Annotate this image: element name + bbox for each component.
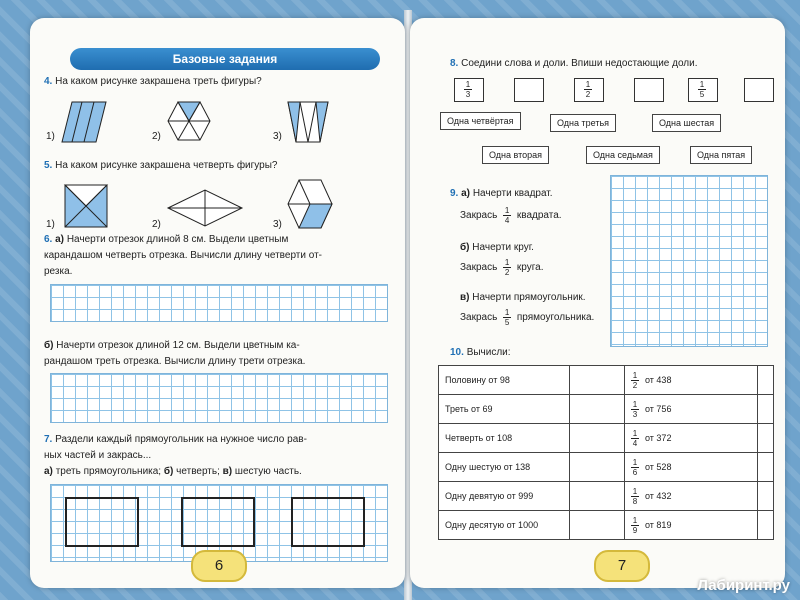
row-right-text: от 819 xyxy=(645,519,672,530)
q9a-line2 xyxy=(460,206,562,225)
q8-label-seventh[interactable]: Одна седьмая xyxy=(586,146,660,164)
denominator: 2 xyxy=(585,90,591,99)
q4-number: 4. xyxy=(44,76,53,87)
denominator: 2 xyxy=(632,380,638,390)
row-right-text: от 756 xyxy=(645,403,672,414)
page-number-left: 6 xyxy=(191,550,247,582)
q5-option-3: 3) xyxy=(273,219,282,230)
q7a-label: а) xyxy=(44,466,53,477)
numerator: 1 xyxy=(585,80,591,89)
numerator: 1 xyxy=(632,486,638,496)
row-right-expression xyxy=(625,511,758,540)
q5-figure-rhombus xyxy=(166,188,244,228)
q7a-text: треть прямоугольника; xyxy=(55,466,162,477)
denominator: 4 xyxy=(504,216,510,225)
q8-number: 8. xyxy=(450,58,459,69)
q7v-label: в) xyxy=(222,466,233,477)
q8-fraction-3 xyxy=(698,80,706,99)
q6a-grid[interactable] xyxy=(50,284,388,322)
row-left-expression: Треть от 69 xyxy=(439,395,570,424)
row-fraction xyxy=(631,371,639,390)
row-right-expression xyxy=(625,366,758,395)
numerator: 1 xyxy=(504,308,510,317)
q9b-line1 xyxy=(460,240,534,256)
q9b-fraction xyxy=(503,258,511,277)
q6a-text1: Начерти отрезок длиной 8 см. Выдели цветным xyxy=(66,234,289,245)
numerator: 1 xyxy=(699,80,705,89)
q9b-shade-word: Закрась xyxy=(460,262,498,274)
q9v-object: прямоугольника. xyxy=(516,312,595,324)
table-row xyxy=(439,482,774,511)
denominator: 9 xyxy=(632,525,638,535)
q6b-line1 xyxy=(44,338,300,354)
table-row xyxy=(439,424,774,453)
row-right-answer[interactable] xyxy=(758,366,774,395)
q9-grid[interactable] xyxy=(610,175,768,347)
q9v-line2 xyxy=(460,308,594,327)
q6b-text1: Начерти отрезок длиной 12 см. Выдели цветным ка- xyxy=(56,340,300,351)
row-right-answer[interactable] xyxy=(758,482,774,511)
row-right-expression xyxy=(625,395,758,424)
left-page xyxy=(30,18,405,588)
q6a-label: а) xyxy=(55,234,65,245)
q9b-line2 xyxy=(460,258,543,277)
row-right-expression xyxy=(625,453,758,482)
q8-text: Соедини слова и доли. Впиши недостающие доли. xyxy=(461,58,698,69)
q7-line2: ных частей и закрась... xyxy=(44,450,152,461)
row-right-text: от 528 xyxy=(645,461,672,472)
q6-number: 6. xyxy=(44,234,53,245)
q8-empty-box-3[interactable] xyxy=(744,78,774,102)
row-right-answer[interactable] xyxy=(758,453,774,482)
q4-figure-parallelogram xyxy=(60,100,108,144)
numerator: 1 xyxy=(504,206,510,215)
q7b-text: четверть; xyxy=(176,466,220,477)
row-left-expression: Одну десятую от 1000 xyxy=(439,511,570,540)
q8-label-quarter[interactable]: Одна четвёртая xyxy=(440,112,521,130)
row-right-answer[interactable] xyxy=(758,424,774,453)
numerator: 1 xyxy=(632,399,638,409)
q10-text: Вычисли: xyxy=(466,347,511,358)
q7v-text: шестую часть. xyxy=(234,466,302,477)
q4-line xyxy=(44,74,262,90)
numerator: 1 xyxy=(632,428,638,438)
numerator: 1 xyxy=(465,80,471,89)
q8-fraction-2 xyxy=(584,80,592,99)
table-row xyxy=(439,395,774,424)
q9a-fraction xyxy=(503,206,511,225)
q9v-fraction xyxy=(503,308,511,327)
q5-option-2: 2) xyxy=(152,219,161,230)
denominator: 4 xyxy=(632,438,638,448)
row-right-text: от 432 xyxy=(645,490,672,501)
q9b-label: б) xyxy=(460,242,470,253)
q5-line xyxy=(44,158,277,174)
row-left-answer[interactable] xyxy=(570,511,625,540)
q9v-shade-word: Закрась xyxy=(460,312,498,324)
denominator: 2 xyxy=(504,268,510,277)
q8-fraction-box-3 xyxy=(688,78,718,102)
row-left-answer[interactable] xyxy=(570,366,625,395)
q7-line1 xyxy=(44,432,307,448)
q5-option-1: 1) xyxy=(46,219,55,230)
q9b-object: круга. xyxy=(516,262,544,274)
table-row xyxy=(439,366,774,395)
numerator: 1 xyxy=(504,258,510,267)
q7-number: 7. xyxy=(44,434,53,445)
q9a-object: квадрата. xyxy=(516,210,562,222)
q7-text1: Раздели каждый прямоугольник на нужное число рав- xyxy=(55,434,307,445)
q9-number: 9. xyxy=(450,188,459,199)
row-right-text: от 438 xyxy=(645,374,672,385)
q7b-rectangle[interactable] xyxy=(181,497,255,547)
q7-subtasks xyxy=(44,464,302,480)
row-left-answer[interactable] xyxy=(570,482,625,511)
denominator: 5 xyxy=(504,318,510,327)
q9v-line1 xyxy=(460,290,586,306)
row-fraction xyxy=(631,516,639,535)
q5-number: 5. xyxy=(44,160,53,171)
denominator: 6 xyxy=(632,467,638,477)
q5-text: На каком рисунке закрашена четверть фигуры? xyxy=(55,160,278,171)
q6a-line2: карандашом четверть отрезка. Вычисли длину четверти от- xyxy=(44,250,322,261)
row-right-expression xyxy=(625,482,758,511)
numerator: 1 xyxy=(632,457,638,467)
row-left-expression: Одну шестую от 138 xyxy=(439,453,570,482)
page-number-right: 7 xyxy=(594,550,650,582)
q4-option-3: 3) xyxy=(273,131,282,142)
q6b-grid[interactable] xyxy=(50,373,388,423)
numerator: 1 xyxy=(632,515,638,525)
row-left-answer[interactable] xyxy=(570,424,625,453)
watermark: Лабиринт.ру xyxy=(697,577,790,594)
q4-figure-trapezoid xyxy=(286,100,330,144)
q9a-shade-word: Закрась xyxy=(460,210,498,222)
q4-figure-hexagon xyxy=(166,100,212,142)
q7b-label: б) xyxy=(163,466,174,477)
q10-table xyxy=(438,365,774,540)
row-right-answer[interactable] xyxy=(758,511,774,540)
row-fraction xyxy=(631,487,639,506)
q8-label-half[interactable]: Одна вторая xyxy=(482,146,549,164)
q6a-line1 xyxy=(44,232,288,248)
row-left-answer[interactable] xyxy=(570,395,625,424)
q9a-line1 xyxy=(450,186,553,202)
q10-line xyxy=(450,345,511,361)
row-fraction xyxy=(631,429,639,448)
q8-empty-box-2[interactable] xyxy=(634,78,664,102)
q7a-rectangle[interactable] xyxy=(65,497,139,547)
q9v-label: в) xyxy=(460,292,470,303)
q4-text: На каком рисунке закрашена треть фигуры? xyxy=(55,76,262,87)
q4-option-2: 2) xyxy=(152,131,161,142)
q8-fraction-box-2 xyxy=(574,78,604,102)
q9a-text1: Начерти квадрат. xyxy=(472,188,553,199)
table-row xyxy=(439,511,774,540)
q9b-text1: Начерти круг. xyxy=(472,242,534,253)
q10-number: 10. xyxy=(450,347,464,358)
row-left-expression: Четверть от 108 xyxy=(439,424,570,453)
q6a-line3: резка. xyxy=(44,266,73,277)
row-left-expression: Половину от 98 xyxy=(439,366,570,395)
q8-empty-box-1[interactable] xyxy=(514,78,544,102)
row-right-expression xyxy=(625,424,758,453)
row-fraction xyxy=(631,400,639,419)
table-row xyxy=(439,453,774,482)
q4-option-1: 1) xyxy=(46,131,55,142)
q6b-line2: рандашом треть отрезка. Вычисли длину трети отрезка. xyxy=(44,356,306,367)
row-left-expression: Одну девятую от 999 xyxy=(439,482,570,511)
q9v-text1: Начерти прямоугольник. xyxy=(472,292,586,303)
q5-figure-square xyxy=(63,183,109,229)
row-left-answer[interactable] xyxy=(570,453,625,482)
q5-figure-hexagon xyxy=(286,178,334,230)
right-page xyxy=(410,18,785,588)
q6b-label: б) xyxy=(44,340,54,351)
q8-line xyxy=(450,56,698,72)
denominator: 3 xyxy=(465,90,471,99)
denominator: 5 xyxy=(699,90,705,99)
numerator: 1 xyxy=(632,370,638,380)
q8-label-sixth[interactable]: Одна шестая xyxy=(652,114,721,132)
section-banner: Базовые задания xyxy=(70,48,380,70)
denominator: 3 xyxy=(632,409,638,419)
q8-label-third[interactable]: Одна третья xyxy=(550,114,616,132)
row-fraction xyxy=(631,458,639,477)
row-right-answer[interactable] xyxy=(758,395,774,424)
row-right-text: от 372 xyxy=(645,432,672,443)
q8-fraction-1 xyxy=(464,80,472,99)
q8-fraction-box-1 xyxy=(454,78,484,102)
q9a-label: а) xyxy=(461,188,471,199)
q7v-rectangle[interactable] xyxy=(291,497,365,547)
q8-label-fifth[interactable]: Одна пятая xyxy=(690,146,752,164)
denominator: 8 xyxy=(632,496,638,506)
